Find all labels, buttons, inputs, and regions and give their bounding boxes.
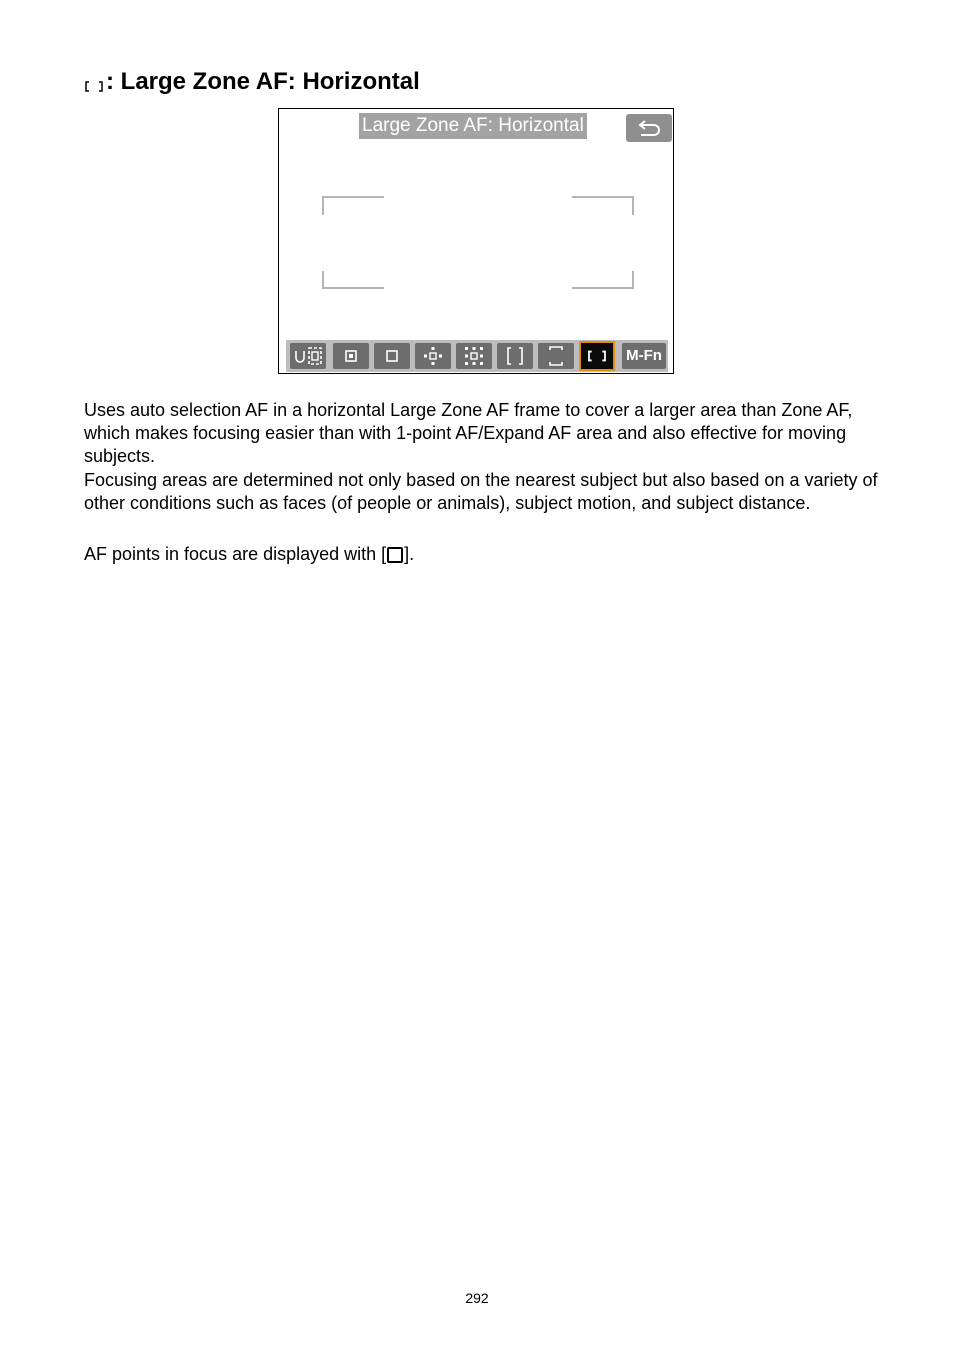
- af-method-toolbar: [286, 340, 668, 372]
- large-zone-af-frame: [322, 196, 634, 289]
- spot-af-button[interactable]: [333, 343, 369, 369]
- flexible-zone-af-button[interactable]: [497, 343, 533, 369]
- large-zone-horizontal-button[interactable]: [579, 341, 615, 371]
- section-title: : Large Zone AF: Horizontal: [106, 68, 420, 95]
- one-point-af-icon: [374, 343, 410, 369]
- section-heading: [84, 66, 420, 98]
- description-paragraph-1: Uses auto selection AF in a horizontal Large Zone AF frame to cover a larger area than Zone AF, which makes focusing easier than with 1-point AF/Expand AF area and also effective for moving subjects.: [84, 400, 853, 466]
- return-arrow-icon: [626, 114, 672, 142]
- back-button[interactable]: [626, 114, 672, 142]
- mfn-button[interactable]: M-Fn: [622, 343, 666, 369]
- face-tracking-af-icon: [290, 343, 326, 369]
- camera-screen-illustration: [278, 108, 674, 374]
- expand-af-surround-button[interactable]: [456, 343, 492, 369]
- one-point-af-button[interactable]: [374, 343, 410, 369]
- expand-af-cross-icon: [415, 343, 451, 369]
- p3-text-after: ].: [404, 544, 415, 564]
- large-zone-horizontal-icon: [84, 73, 104, 87]
- page-number: 292: [465, 1290, 489, 1306]
- expand-af-cross-button[interactable]: [415, 343, 451, 369]
- large-zone-vertical-icon: [538, 343, 574, 369]
- expand-af-surround-icon: [456, 343, 492, 369]
- description-paragraph-2: Focusing areas are determined not only based on the nearest subject but also based on a variety of other conditions such as faces (of people or animals), subject motion, and subject distance.: [84, 470, 878, 513]
- flexible-zone-af-icon: [497, 343, 533, 369]
- large-zone-vertical-button[interactable]: [538, 343, 574, 369]
- large-zone-horizontal-icon: [581, 343, 613, 369]
- screen-title: Large Zone AF: Horizontal: [359, 113, 587, 139]
- face-tracking-af-button[interactable]: [290, 343, 326, 369]
- af-point-square-icon: [387, 547, 403, 563]
- p3-text-before: AF points in focus are displayed with [: [84, 544, 387, 564]
- description-paragraph-3: [84, 543, 884, 566]
- spot-af-icon: [333, 343, 369, 369]
